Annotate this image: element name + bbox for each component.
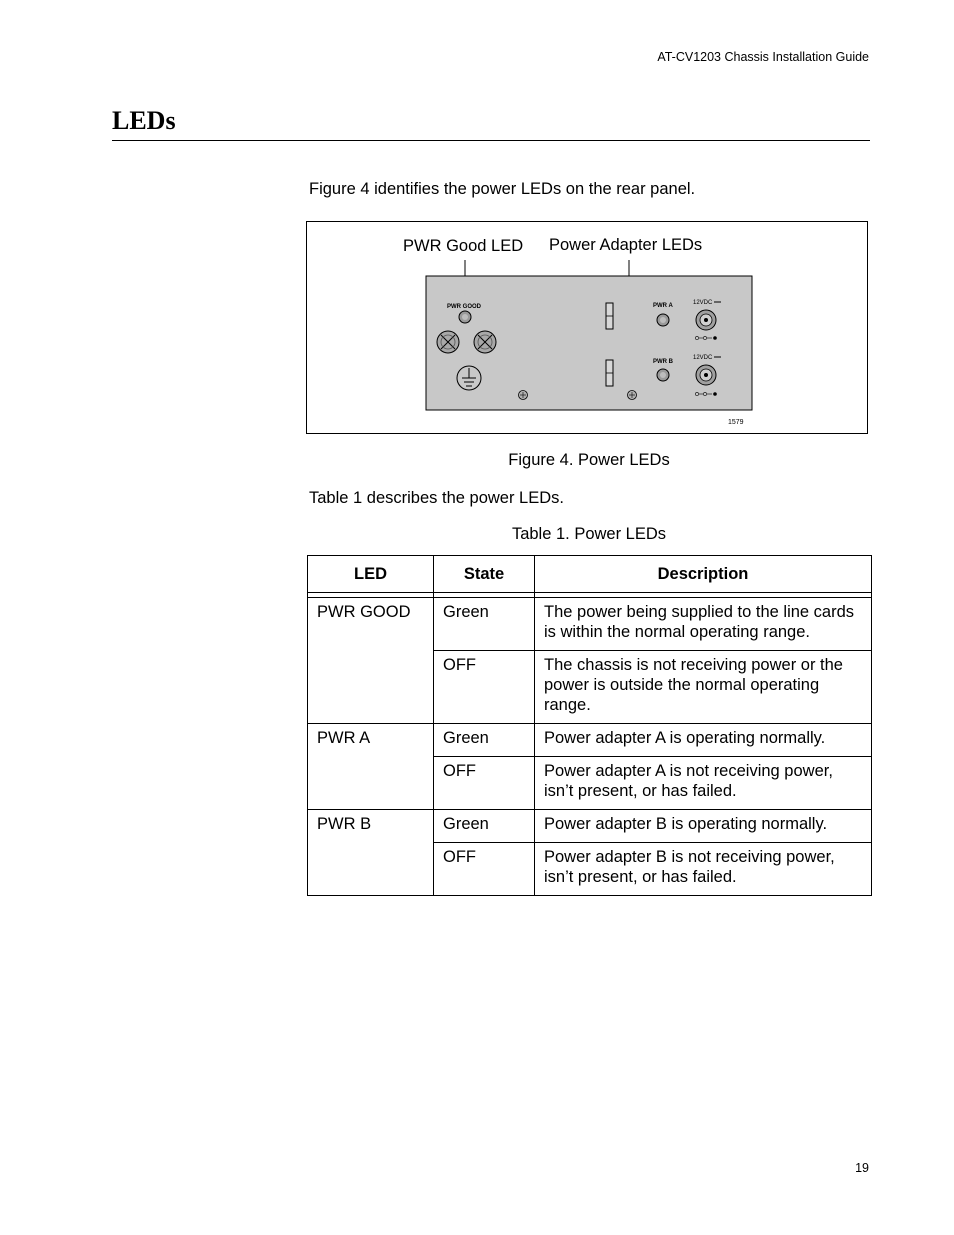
figure-caption: Figure 4. Power LEDs (508, 451, 670, 469)
description-value: The chassis is not receiving power or the power is outside the normal operating range. (544, 656, 843, 714)
state-cell (434, 598, 535, 651)
panel-label-pwr-b: PWR B (653, 359, 673, 365)
description-cell (535, 651, 872, 724)
table-row (308, 810, 872, 843)
panel-label-pwr-a: PWR A (653, 303, 673, 309)
panel-label-12vdc-a: 12VDC (693, 300, 713, 306)
panel-label-pwr-good: PWR GOOD (447, 304, 481, 310)
led-cell (308, 724, 434, 810)
running-header: AT-CV1203 Chassis Installation Guide (657, 50, 869, 64)
led-cell (308, 810, 434, 896)
ground-symbol-icon (457, 366, 481, 390)
state-cell (434, 724, 535, 757)
section-title: LEDs (112, 106, 176, 135)
description-value: Power adapter A is operating normally. (544, 729, 826, 747)
led-cell (308, 598, 434, 724)
table-caption: Table 1. Power LEDs (511, 525, 667, 543)
description-value: The power being supplied to the line cards is within the normal operating range. (544, 603, 855, 641)
dc-jack-b-icon (696, 365, 716, 385)
table-row (308, 598, 872, 651)
description-value: Power adapter A is not receiving power, isn’t present, or has failed. (544, 762, 833, 800)
state-value: Green (443, 815, 489, 833)
panel-label-12vdc-b: 12VDC (693, 355, 713, 361)
description-value: Power adapter B is not receiving power, isn’t present, or has failed. (544, 848, 835, 886)
state-cell (434, 810, 535, 843)
description-cell (535, 810, 872, 843)
column-header-led: LED (308, 556, 434, 593)
state-value: OFF (443, 848, 476, 866)
rear-panel-illustration (307, 222, 869, 435)
table-row (308, 724, 872, 757)
latch-lower-icon (606, 360, 613, 386)
figure-id: 1579 (728, 419, 744, 426)
led-name: PWR B (317, 815, 372, 833)
description-cell (535, 757, 872, 810)
panel-screw-right-icon (628, 391, 637, 400)
callout-pwr-good-led: PWR Good LED (403, 237, 524, 255)
state-value: Green (443, 603, 489, 621)
column-header-state: State (434, 556, 535, 593)
intro-paragraph: Figure 4 identifies the power LEDs on the rear panel. (309, 180, 696, 198)
state-value: Green (443, 729, 489, 747)
panel-screw-left-icon (519, 391, 528, 400)
figure-4-rear-panel (306, 221, 868, 434)
table-header-row (308, 556, 872, 593)
page-number: 19 (855, 1161, 869, 1175)
title-rule (112, 140, 870, 141)
state-cell (434, 651, 535, 724)
state-cell (434, 757, 535, 810)
power-leds-table (307, 555, 872, 896)
led-name: PWR GOOD (317, 603, 411, 621)
description-cell (535, 724, 872, 757)
thumbscrew-left-icon (437, 331, 459, 353)
description-cell (535, 843, 872, 896)
state-cell (434, 843, 535, 896)
latch-upper-icon (606, 303, 613, 329)
table-intro-paragraph: Table 1 describes the power LEDs. (309, 489, 564, 507)
description-value: Power adapter B is operating normally. (544, 815, 828, 833)
state-value: OFF (443, 762, 476, 780)
column-header-description: Description (535, 556, 872, 593)
description-cell (535, 598, 872, 651)
state-value: OFF (443, 656, 476, 674)
callout-power-adapter-leds: Power Adapter LEDs (549, 236, 703, 254)
led-name: PWR A (317, 729, 371, 747)
dc-jack-a-icon (696, 310, 716, 330)
thumbscrew-right-icon (474, 331, 496, 353)
